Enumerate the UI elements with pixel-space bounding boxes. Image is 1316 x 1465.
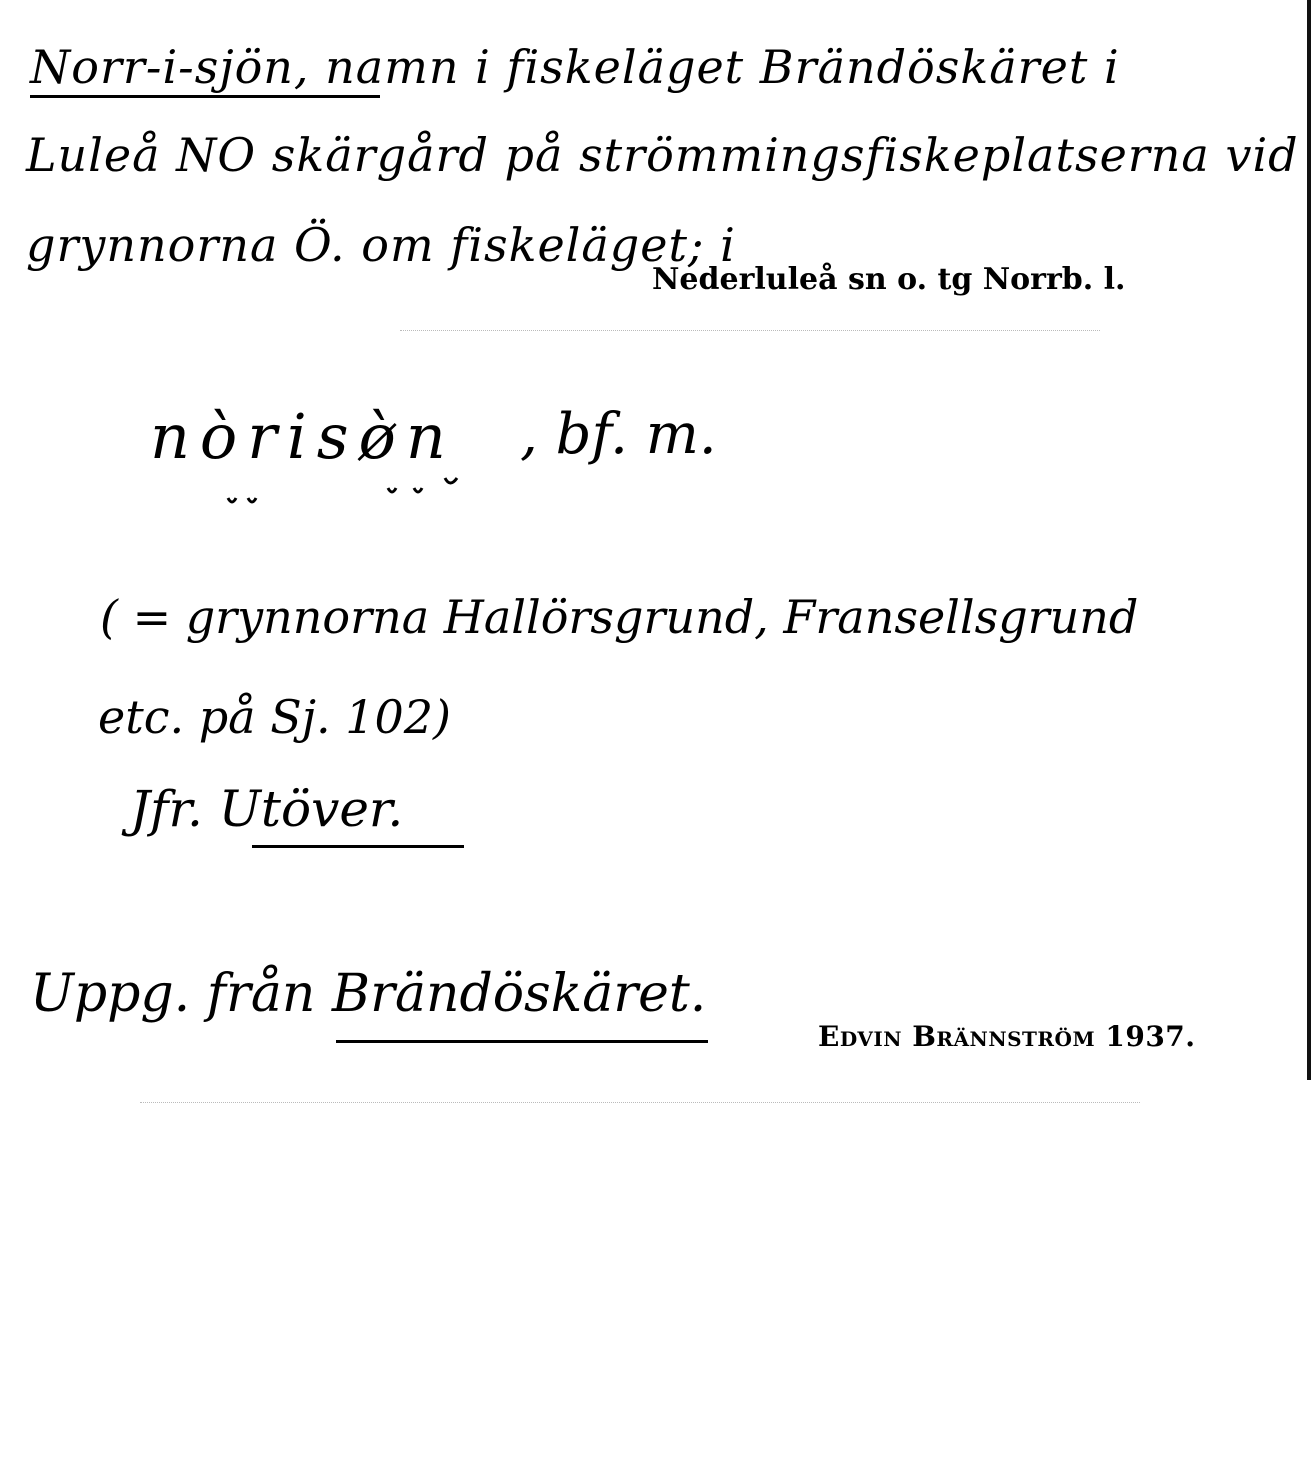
reference-suffix: . [387,780,404,838]
scan-artifact-line [400,330,1100,332]
scan-artifact-line [140,1102,1140,1104]
note-line-1: ( = grynnorna Hallörsgrund, Fransellsgrund [100,590,1139,644]
header-line-3: grynnorna Ö. om fiskeläget; i [26,218,736,272]
source-place: Brändöskäret [331,964,690,1024]
parish-label: Nederluleå sn o. tg Norrb. l. [652,262,1126,297]
source-prefix: Uppg. från [30,964,316,1024]
reference-line [130,780,403,838]
reference-underline [252,845,464,848]
reference-prefix: Jfr. [130,780,203,838]
collector-signature: Edvin Brännström 1937. [818,1020,1196,1053]
header-line-2: Luleå NO skärgård på strömmingsfiskeplatserna vid [26,128,1299,182]
source-underline [336,1040,708,1043]
pronunciation-grammar: , bf. m. [520,402,717,467]
source-suffix: . [689,964,707,1024]
headword: Norr-i-sjön [30,40,294,94]
header-line-1-rest: , namn i fiskeläget Brändöskäret i [293,40,1120,94]
note-line-2: etc. på Sj. 102) [98,690,451,744]
pronunciation-form: nòrisø̀n [150,400,456,473]
reference-word: Utöver [218,780,388,838]
source-line [30,964,706,1024]
